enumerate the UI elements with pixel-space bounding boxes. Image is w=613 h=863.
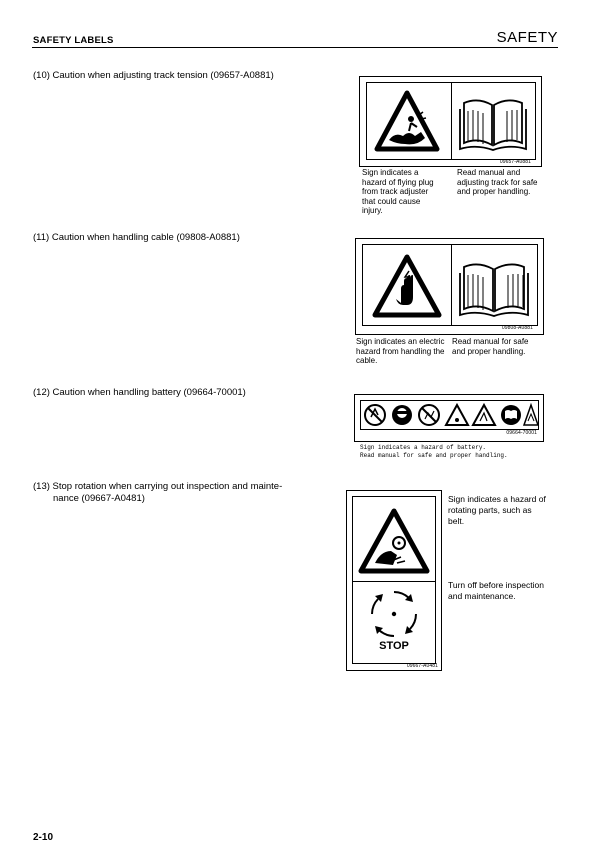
- electric-hazard-icon: [363, 245, 451, 325]
- label-code: 09667-A0481: [406, 663, 438, 669]
- chapter-title: SAFETY: [496, 29, 558, 46]
- label-panel: [366, 82, 536, 165]
- book-icon: [452, 83, 535, 159]
- item-10-title: (10) Caution when adjusting track tension (09657-A0881): [33, 70, 274, 81]
- warning-symbol-panel: [367, 83, 452, 159]
- header-rule: [32, 47, 558, 48]
- label-code: 09664-70001: [506, 430, 537, 436]
- item-12-desc-line1: Sign indicates a hazard of battery.: [360, 444, 487, 451]
- item-13-desc-top: Sign indicates a hazard of rotating parts, such as belt.: [448, 494, 546, 526]
- stop-text: STOP: [379, 640, 409, 652]
- read-manual-panel: [452, 83, 535, 159]
- warning-symbol-panel: [363, 245, 452, 325]
- rotation-arrows-icon: [353, 582, 435, 646]
- label-09664: [354, 394, 544, 442]
- item-12-desc-line2: Read manual for safe and proper handling.: [360, 452, 508, 459]
- label-code: 09657-A0881: [499, 159, 531, 165]
- page-number: 2-10: [33, 832, 54, 843]
- item-11-title: (11) Caution when handling cable (09808-A0881): [33, 232, 240, 243]
- item-13-title-line1: (13) Stop rotation when carrying out inspection and mainte-: [33, 481, 283, 492]
- item-13-desc-bottom: Turn off before inspection and maintenance.: [448, 580, 544, 601]
- rotating-parts-warning-icon: [353, 497, 435, 581]
- book-icon: [452, 245, 537, 325]
- warning-symbol-panel: [353, 497, 435, 582]
- item-11-desc-left: Sign indicates an electric hazard from handling the cable.: [356, 337, 445, 365]
- label-09667: [346, 490, 442, 671]
- battery-symbol-strip: [360, 400, 539, 430]
- section-title: SAFETY LABELS: [33, 35, 114, 46]
- flying-plug-warning-icon: [367, 83, 451, 159]
- item-11-desc-right: Read manual for safe and proper handling.: [452, 337, 529, 356]
- label-code: 09808-A0881: [501, 325, 533, 331]
- item-10-desc-right: Read manual and adjusting track for safe and proper handling.: [457, 168, 538, 196]
- item-10-desc-left: Sign indicates a hazard of flying plug from track adjuster that could cause injury.: [362, 168, 434, 215]
- item-12-title: (12) Caution when handling battery (09664-70001): [33, 387, 246, 398]
- stop-rotation-panel: [353, 582, 435, 663]
- label-panel: [352, 496, 436, 664]
- item-13-title: [33, 481, 323, 505]
- label-09808: [355, 238, 544, 335]
- read-manual-panel: [452, 245, 537, 325]
- label-panel: [362, 244, 538, 331]
- battery-warning-icons: [361, 401, 538, 429]
- item-13-title-line2: nance (09667-A0481): [53, 493, 145, 504]
- label-09657: [359, 76, 542, 167]
